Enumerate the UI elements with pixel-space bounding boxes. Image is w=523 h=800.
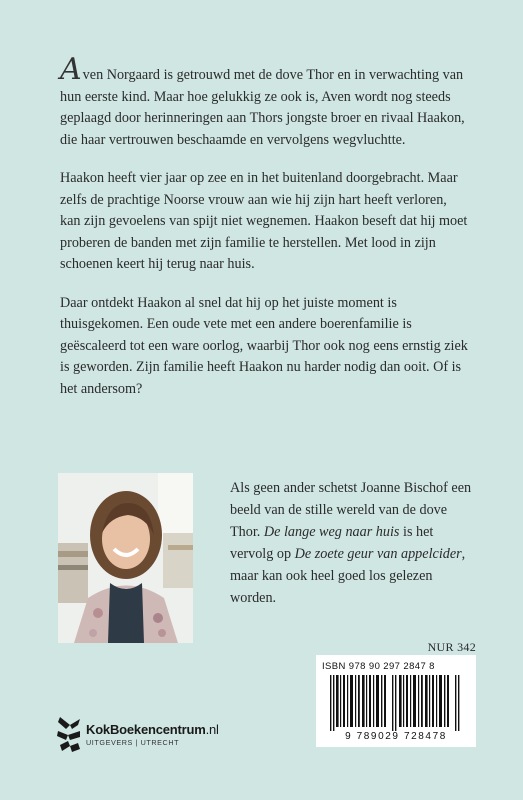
blurb-paragraph-2: Haakon heeft vier jaar op zee en in het buitenland doorgebracht. Maar zelfs de prachtige Noorse vrouw aan wie hij zijn hart heeft verloren, kan zijn gevoelens van spijt niet wegnemen. Haakon beseft dat hij moet proberen de banden met zijn familie te herstellen. Met lood in zijn schoenen keert hij terug naar huis. bbox=[60, 170, 468, 272]
publisher-logo bbox=[56, 715, 219, 753]
kok-boekencentrum-logo-icon bbox=[56, 715, 82, 753]
book-title-1: De lange weg naar huis bbox=[263, 524, 400, 540]
author-text-1: Als geen ander schetst Joanne Bischof een beeld van de stille wereld van de dove Thor. bbox=[230, 480, 472, 540]
author-text-3: , maar kan ook heel goed los gelezen worden. bbox=[230, 546, 466, 606]
blurb-paragraph-1-text: ven Norgaard is getrouwd met de dove Thor en in verwachting van hun eerste kind. Maar hoe gelukkig ze ook is, Aven wordt nog steeds geplaagd door herinneringen aan Thors jongste broer en rivaal Haakon, die haar vertrouwen beschaamde en vervolgens wegvluchtte. bbox=[60, 67, 465, 148]
publisher-text bbox=[86, 722, 219, 747]
dropcap-letter: A bbox=[60, 52, 82, 87]
blurb-text bbox=[60, 52, 470, 417]
barcode-icon bbox=[328, 675, 464, 731]
book-title-2: De zoete geur van appelcider bbox=[294, 546, 462, 562]
nur-code: NUR 342 bbox=[427, 640, 476, 654]
publisher-name bbox=[86, 722, 219, 737]
barcode-box bbox=[316, 655, 476, 747]
author-text bbox=[230, 477, 475, 609]
isbn-digits: 9 789029 728478 bbox=[345, 731, 447, 742]
publisher-subline: UITGEVERS | UTRECHT bbox=[86, 737, 180, 747]
publisher-name-suffix: .nl bbox=[205, 721, 219, 737]
publisher-name-bold: KokBoekencentrum bbox=[86, 721, 206, 737]
author-photo bbox=[58, 473, 193, 643]
blurb-paragraph-3: Daar ontdekt Haakon al snel dat hij op het juiste moment is thuisgekomen. Een oude vete met een andere boerenfamilie is geëscaleerd tot een ware oorlog, waarbij Thor ook nog eens ernstig ziek is geworden. Zijn familie heeft Haakon nu harder nodig dan ooit. Of is het andersom? bbox=[60, 294, 468, 397]
isbn-label: ISBN 978 90 297 2847 8 bbox=[322, 661, 435, 672]
author-text-2: is het vervolg op bbox=[230, 524, 434, 562]
blurb-paragraph-1 bbox=[60, 52, 470, 151]
